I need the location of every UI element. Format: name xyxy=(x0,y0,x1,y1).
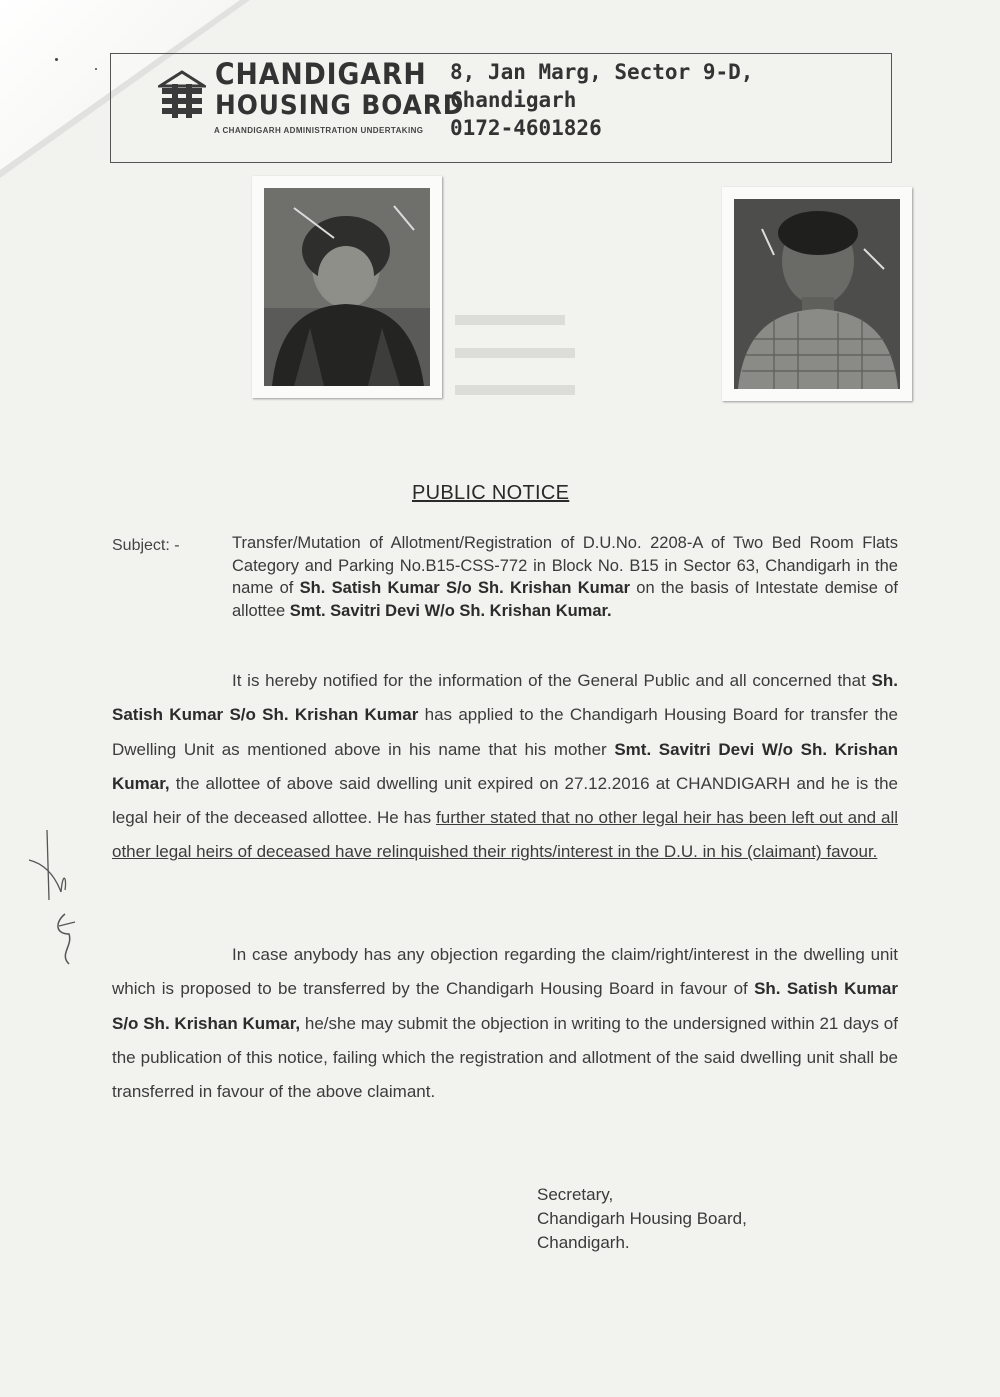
address-line2: Chandigarh xyxy=(450,88,577,112)
paragraph-text: In case anybody has any objection regarding the claim/right/interest in the dwelling unit which is proposed to be transferred by the Chandigarh Housing Board in favour of xyxy=(112,945,898,999)
underlined-statement: further stated that no other legal heir has been left out and all other legal heirs of deceased have relinquished their rights/interest in the D.U. in his (claimant) favour. xyxy=(112,808,898,862)
claimant-name: Sh. Satish Kumar S/o Sh. Krishan Kumar, xyxy=(112,979,898,1033)
signatory-title: Secretary, xyxy=(537,1185,614,1204)
photo-claimant xyxy=(722,187,912,401)
bleed-through-mark xyxy=(455,315,565,325)
chb-logo-icon xyxy=(158,70,206,126)
man-portrait-icon xyxy=(734,199,900,389)
signatory-organization: Chandigarh Housing Board, xyxy=(537,1209,747,1228)
notice-paragraph-1 xyxy=(112,664,898,870)
subject-allottee-name: Smt. Savitri Devi W/o Sh. Krishan Kumar. xyxy=(289,601,612,620)
bleed-through-mark xyxy=(455,385,575,395)
org-tagline: A CHANDIGARH ADMINISTRATION UNDERTAKING xyxy=(214,126,424,135)
margin-signature-icon xyxy=(25,830,85,970)
subject-claimant-name: Sh. Satish Kumar S/o Sh. Krishan Kumar xyxy=(299,579,630,597)
paragraph-text: It is hereby notified for the information of the General Public and all concerned that xyxy=(232,671,872,690)
ink-speck xyxy=(95,68,97,70)
allottee-name: Smt. Savitri Devi W/o Sh. Krishan Kumar, xyxy=(112,739,898,793)
ink-speck xyxy=(55,58,58,61)
claimant-name: Sh. Satish Kumar S/o Sh. Krishan Kumar xyxy=(112,671,898,725)
notice-title: PUBLIC NOTICE xyxy=(412,482,570,504)
photo-allottee xyxy=(252,176,442,398)
paragraph-text: he/she may submit the objection in writing to the undersigned within 21 days of the publication of this notice, failing which the registration and allotment of the said dwelling unit shall be transferred in favour of the above claimant. xyxy=(112,1013,898,1102)
phone-number: 0172-4601826 xyxy=(450,116,602,140)
subject-text-part: Transfer/Mutation of Allotment/Registration of D.U.No. 2208-A of Two Bed Room Flats Category and Parking No.B15-CSS-772 in Block No. B15 in Sector 63, Chandigarh in the name of xyxy=(232,534,898,597)
woman-portrait-icon xyxy=(264,188,430,386)
signatory-city: Chandigarh. xyxy=(537,1233,630,1252)
subject-label: Subject: - xyxy=(112,537,180,554)
subject-text-part: on the basis of Intestate demise of allottee xyxy=(232,579,898,620)
paragraph-text: the allottee of above said dwelling unit expired on 27.12.2016 at CHANDIGARH and he is the legal heir of the deceased allottee. He has xyxy=(112,773,898,828)
address-line1: 8, Jan Marg, Sector 9-D, xyxy=(450,60,754,84)
signature-block xyxy=(537,1183,747,1255)
organization-name xyxy=(215,58,464,122)
header-address xyxy=(450,58,753,142)
paragraph-text: has applied to the Chandigarh Housing Board for transfer the Dwelling Unit as mentioned above in his name that his mother xyxy=(112,705,899,759)
org-name-line1: CHANDIGARH xyxy=(215,57,427,91)
subject-text xyxy=(232,532,898,622)
org-name-line2: HOUSING BOARD xyxy=(215,90,465,121)
notice-paragraph-2 xyxy=(112,938,898,1109)
bleed-through-mark xyxy=(455,348,575,358)
